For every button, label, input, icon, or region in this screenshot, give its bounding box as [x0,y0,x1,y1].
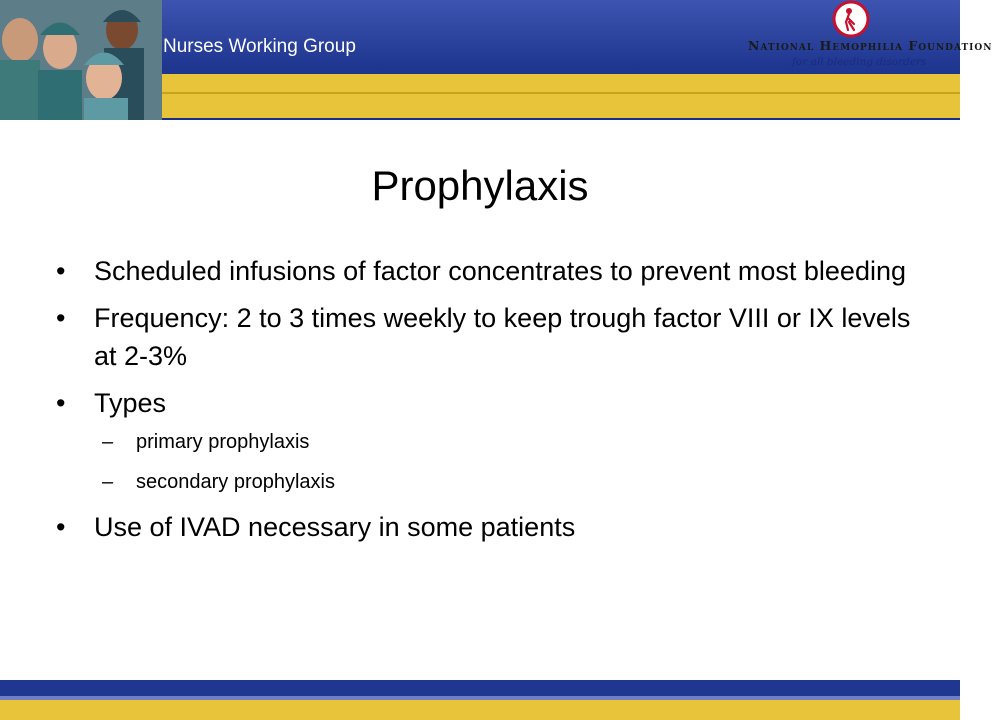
bullet-item [56,252,916,290]
nhf-logo-icon [832,0,870,38]
bullet-marker: • [56,388,66,418]
sub-bullet-text: secondary prophylaxis [136,471,335,493]
header-banner [0,0,992,120]
sub-bullet-marker: – [102,431,114,453]
bullet-text: Scheduled infusions of factor concentrates to prevent most bleeding [94,256,906,286]
sub-bullet-item [56,468,916,496]
org-tagline: for all bleeding disorders [792,56,927,68]
bullet-text: Types [94,388,167,418]
footer-band [0,680,960,720]
bullet-text: Use of IVAD necessary in some patients [94,512,576,542]
bullet-item [56,508,916,546]
nurses-photo [0,0,162,120]
footer-blue-stripe [0,680,960,696]
bullet-text: Frequency: 2 to 3 times weekly to keep trough factor VIII or IX levels at 2-3% [94,303,911,371]
footer-gold-stripe [0,700,960,720]
group-title: Nurses Working Group [163,36,356,57]
bullet-marker: • [56,303,66,333]
bullet-item [56,384,916,422]
sub-bullet-item [56,428,916,456]
sub-bullet-text: primary prophylaxis [136,431,310,453]
sub-bullet-marker: – [102,471,114,493]
nhf-wordmark [748,38,992,74]
bullet-item [56,299,916,375]
slide-title: Prophylaxis [371,162,589,209]
bullet-marker: • [56,512,66,542]
bullet-marker: • [56,256,66,286]
bullet-list [56,252,916,555]
org-name: National Hemophilia Foundation [748,38,992,53]
